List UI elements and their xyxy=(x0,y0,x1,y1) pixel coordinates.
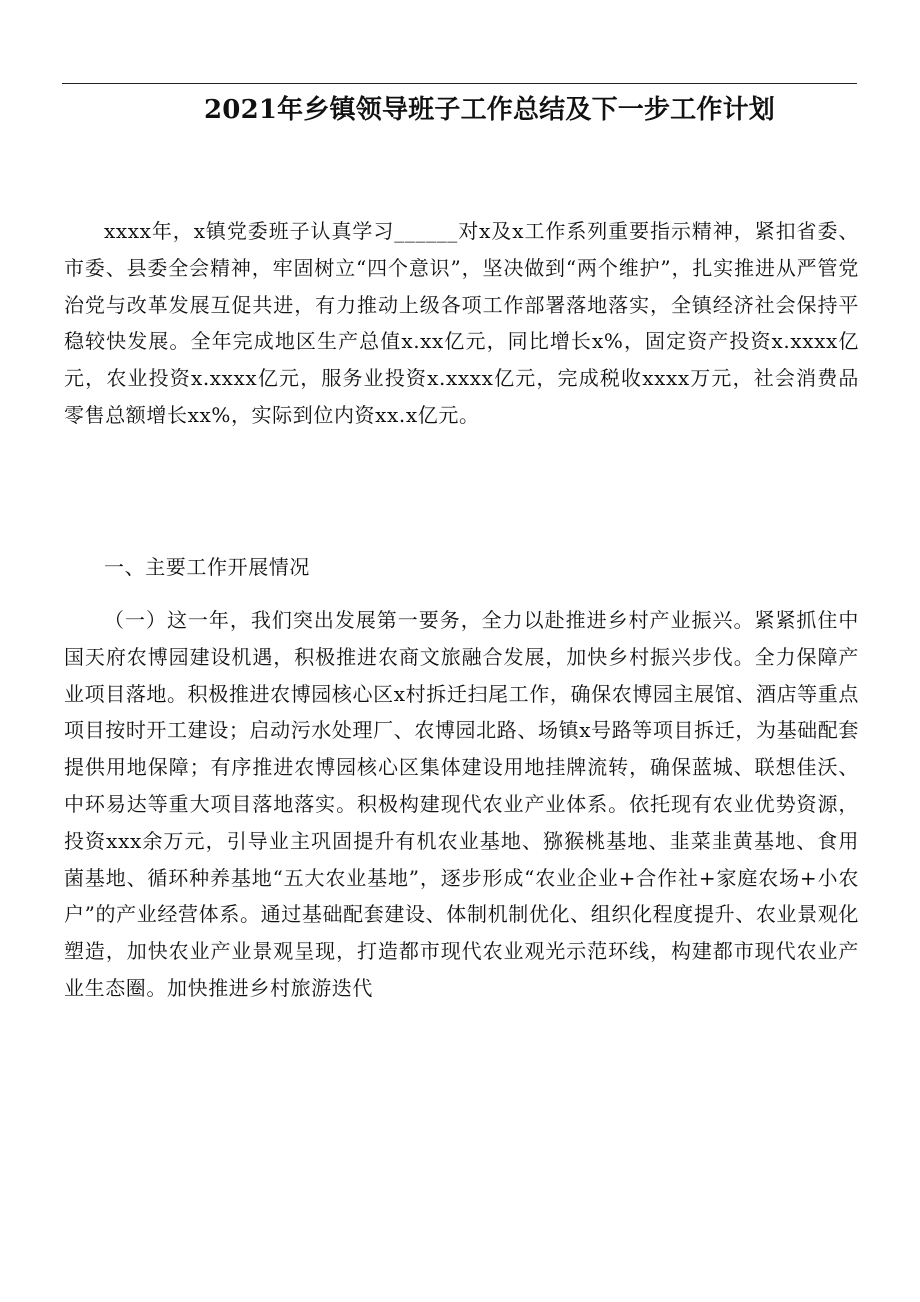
intro-paragraph: xxxx年，x镇党委班子认真学习______对x及x工作系列重要指示精神，紧扣省委、市委、县委全会精神，牢固树立“四个意识”，坚决做到“两个维护”，扎实推进从严管党治党与改革发展互促共进，有力推动上级各项工作部署落地落实，全镇经济社会保持平稳较快发展。全年完成地区生产总值x.xx亿元，同比增长x%，固定资产投资x.xxxx亿元，农业投资x.xxxx亿元，服务业投资x.xxxx亿元，完成税收xxxx万元，社会消费品零售总额增长xx%，实际到位内资xx.x亿元。 xyxy=(64,219,859,427)
section-heading: 一、主要工作开展情况 xyxy=(104,555,310,579)
subsection-paragraph: （一）这一年，我们突出发展第一要务，全力以赴推进乡村产业振兴。紧紧抓住中国天府农博园建设机遇，积极推进农商文旅融合发展，加快乡村振兴步伐。全力保障产业项目落地。积极推进农博园核心区x村拆迁扫尾工作，确保农博园主展馆、酒店等重点项目按时开工建设；启动污水处理厂、农博园北路、场镇x号路等项目拆迁，为基础配套提供用地保障；有序推进农博园核心区集体建设用地挂牌流转，确保蓝城、联想佳沃、中环易达等重大项目落地落实。积极构建现代农业产业体系。依托现有农业优势资源，投资xxx余万元，引导业主巩固提升有机农业基地、猕猴桃基地、韭菜韭黄基地、食用菌基地、循环种养基地“五大农业基地”，逐步形成“农业企业+合作社+家庭农场+小农户”的产业经营体系。通过基础配套建设、体制机制优化、组织化程度提升、农业景观化塑造，加快农业产业景观呈现，打造都市现代农业观光示范环线，构建都市现代农业产业生态圈。加快推进乡村旅游迭代 xyxy=(64,608,859,1000)
document-title: 2021年乡镇领导班子工作总结及下一步工作计划 xyxy=(204,95,775,125)
header-rule xyxy=(62,83,857,84)
